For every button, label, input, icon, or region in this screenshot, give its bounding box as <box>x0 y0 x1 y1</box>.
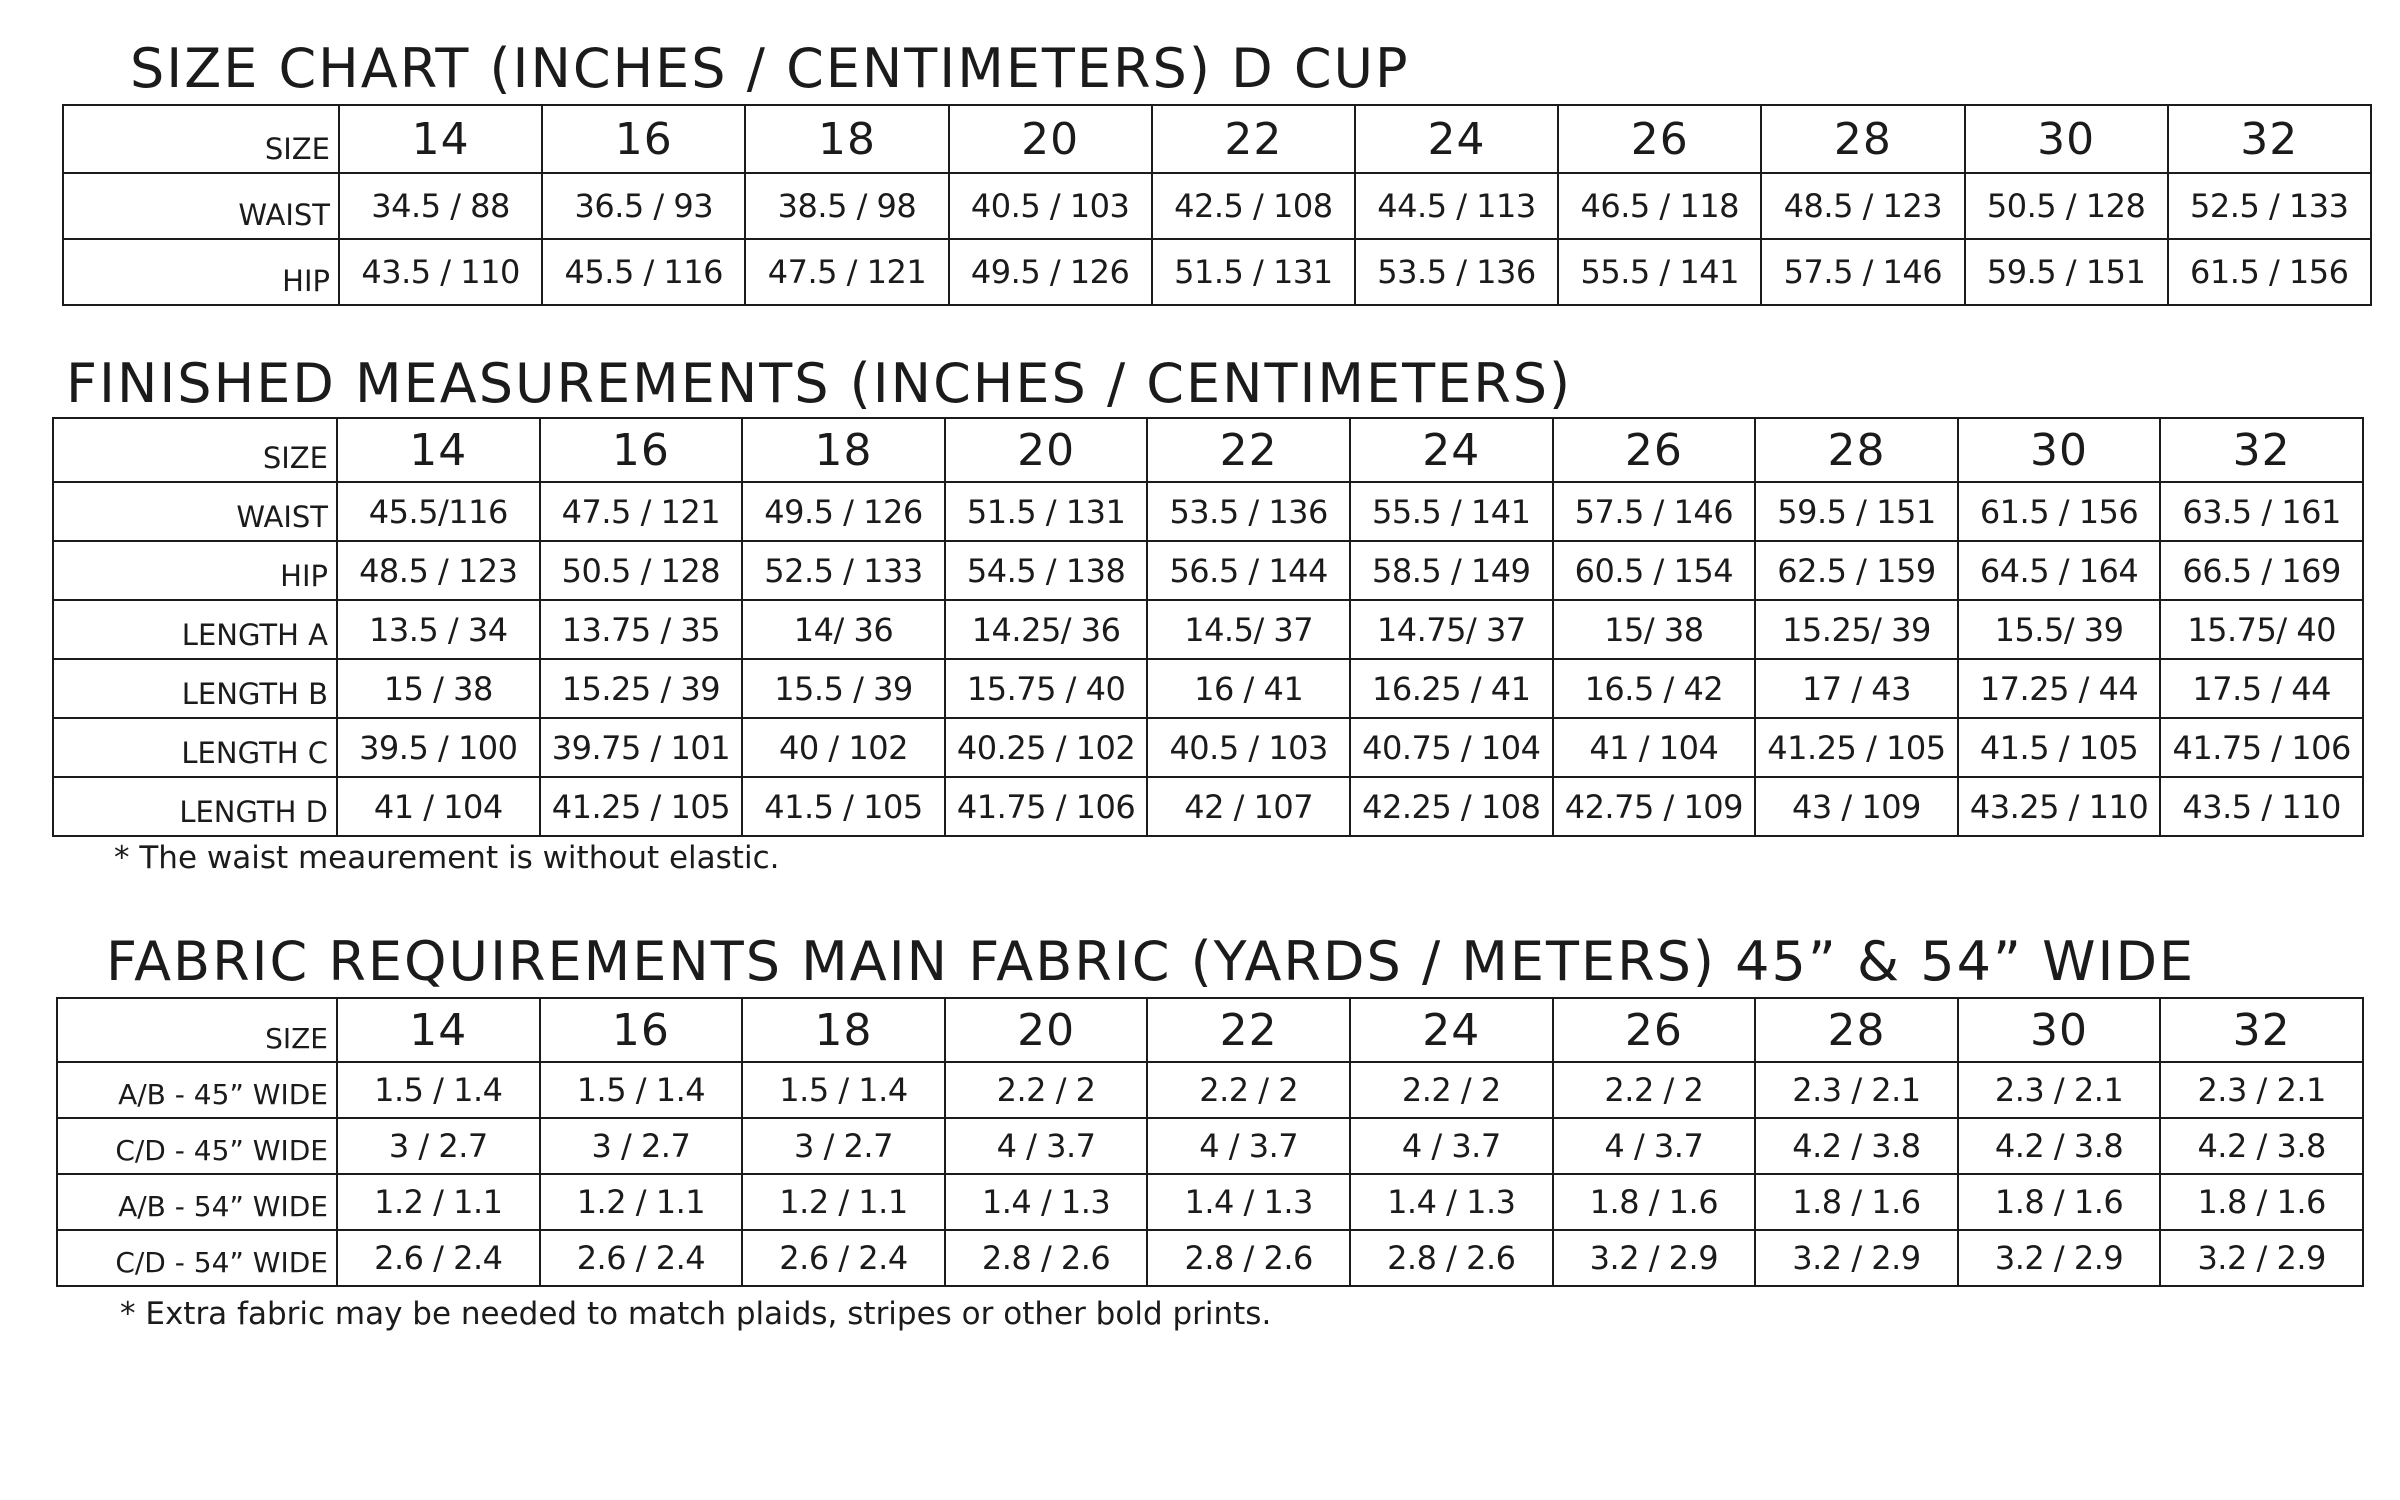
table-row <box>63 173 2371 239</box>
table-cell: 46.5 / 118 <box>1558 173 1761 239</box>
table-cell: 56.5 / 144 <box>1147 541 1350 600</box>
table-row <box>57 1174 2363 1230</box>
table-cell: 16.25 / 41 <box>1350 659 1553 718</box>
table-cell: 2.8 / 2.6 <box>945 1230 1148 1286</box>
size-cell: 26 <box>1553 418 1756 482</box>
table-cell: 2.8 / 2.6 <box>1350 1230 1553 1286</box>
size-cell: 18 <box>742 418 945 482</box>
size-cell: 22 <box>1152 105 1355 173</box>
size-cell: 20 <box>945 998 1148 1062</box>
table-cell: 43.25 / 110 <box>1958 777 2161 836</box>
table-cell: 66.5 / 169 <box>2160 541 2363 600</box>
table-cell: 16.5 / 42 <box>1553 659 1756 718</box>
table-cell: 64.5 / 164 <box>1958 541 2161 600</box>
table-cell: 41.75 / 106 <box>2160 718 2363 777</box>
size-chart-table <box>62 104 2372 306</box>
table-cell: 42 / 107 <box>1147 777 1350 836</box>
table-cell: 50.5 / 128 <box>1965 173 2168 239</box>
table-cell: 41 / 104 <box>337 777 540 836</box>
table-cell: 40 / 102 <box>742 718 945 777</box>
row-label: HIP <box>53 541 337 600</box>
table-cell: 4.2 / 3.8 <box>2160 1118 2363 1174</box>
row-label: A/B - 45” WIDE <box>57 1062 337 1118</box>
size-cell: 22 <box>1147 418 1350 482</box>
table-row <box>53 777 2363 836</box>
size-header-row <box>57 998 2363 1062</box>
row-label: WAIST <box>53 482 337 541</box>
table-cell: 3.2 / 2.9 <box>2160 1230 2363 1286</box>
table-cell: 41 / 104 <box>1553 718 1756 777</box>
fabric-requirements-title: FABRIC REQUIREMENTS MAIN FABRIC (YARDS / METERS) 45” & 54” WIDE <box>106 930 2196 993</box>
table-cell: 4.2 / 3.8 <box>1958 1118 2161 1174</box>
table-cell: 34.5 / 88 <box>339 173 542 239</box>
table-cell: 3 / 2.7 <box>337 1118 540 1174</box>
table-cell: 14/ 36 <box>742 600 945 659</box>
size-cell: 24 <box>1355 105 1558 173</box>
table-cell: 60.5 / 154 <box>1553 541 1756 600</box>
row-label: C/D - 54” WIDE <box>57 1230 337 1286</box>
table-cell: 3 / 2.7 <box>540 1118 743 1174</box>
row-label: LENGTH A <box>53 600 337 659</box>
table-cell: 2.6 / 2.4 <box>337 1230 540 1286</box>
table-cell: 50.5 / 128 <box>540 541 743 600</box>
table-cell: 1.4 / 1.3 <box>1147 1174 1350 1230</box>
table-cell: 53.5 / 136 <box>1355 239 1558 305</box>
finished-measurements-table <box>52 417 2364 837</box>
table-cell: 15.5 / 39 <box>742 659 945 718</box>
table-cell: 1.8 / 1.6 <box>1958 1174 2161 1230</box>
fabric-requirements-table <box>56 997 2364 1287</box>
table-cell: 2.3 / 2.1 <box>1755 1062 1958 1118</box>
row-label: SIZE <box>57 998 337 1062</box>
table-row <box>53 659 2363 718</box>
row-label: LENGTH D <box>53 777 337 836</box>
table-cell: 2.3 / 2.1 <box>1958 1062 2161 1118</box>
table-cell: 52.5 / 133 <box>742 541 945 600</box>
table-cell: 45.5/116 <box>337 482 540 541</box>
size-cell: 24 <box>1350 998 1553 1062</box>
table-cell: 61.5 / 156 <box>1958 482 2161 541</box>
row-label: C/D - 45” WIDE <box>57 1118 337 1174</box>
row-label: A/B - 54” WIDE <box>57 1174 337 1230</box>
row-label: LENGTH C <box>53 718 337 777</box>
table-cell: 2.2 / 2 <box>945 1062 1148 1118</box>
table-cell: 41.5 / 105 <box>1958 718 2161 777</box>
table-cell: 41.25 / 105 <box>1755 718 1958 777</box>
table-cell: 57.5 / 146 <box>1761 239 1964 305</box>
table-cell: 17.5 / 44 <box>2160 659 2363 718</box>
table-cell: 52.5 / 133 <box>2168 173 2371 239</box>
table-cell: 48.5 / 123 <box>1761 173 1964 239</box>
table-cell: 1.8 / 1.6 <box>2160 1174 2363 1230</box>
row-label: SIZE <box>63 105 339 173</box>
table-cell: 14.75/ 37 <box>1350 600 1553 659</box>
table-cell: 42.5 / 108 <box>1152 173 1355 239</box>
table-cell: 4.2 / 3.8 <box>1755 1118 1958 1174</box>
table-cell: 40.5 / 103 <box>949 173 1152 239</box>
row-label: HIP <box>63 239 339 305</box>
table-cell: 2.6 / 2.4 <box>742 1230 945 1286</box>
table-cell: 17.25 / 44 <box>1958 659 2161 718</box>
table-cell: 45.5 / 116 <box>542 239 745 305</box>
table-cell: 15.5/ 39 <box>1958 600 2161 659</box>
size-cell: 28 <box>1755 998 1958 1062</box>
table-cell: 2.2 / 2 <box>1147 1062 1350 1118</box>
table-cell: 48.5 / 123 <box>337 541 540 600</box>
size-cell: 16 <box>540 418 743 482</box>
size-cell: 24 <box>1350 418 1553 482</box>
table-cell: 2.2 / 2 <box>1350 1062 1553 1118</box>
size-cell: 14 <box>337 418 540 482</box>
table-cell: 40.25 / 102 <box>945 718 1148 777</box>
size-cell: 30 <box>1958 998 2161 1062</box>
table-cell: 39.75 / 101 <box>540 718 743 777</box>
size-cell: 22 <box>1147 998 1350 1062</box>
table-cell: 1.5 / 1.4 <box>540 1062 743 1118</box>
table-cell: 1.4 / 1.3 <box>1350 1174 1553 1230</box>
table-cell: 1.2 / 1.1 <box>337 1174 540 1230</box>
waist-elastic-note: * The waist meaurement is without elastic. <box>114 840 780 876</box>
table-cell: 4 / 3.7 <box>1147 1118 1350 1174</box>
size-cell: 20 <box>949 105 1152 173</box>
table-cell: 3 / 2.7 <box>742 1118 945 1174</box>
row-label: LENGTH B <box>53 659 337 718</box>
table-cell: 41.75 / 106 <box>945 777 1148 836</box>
size-cell: 28 <box>1755 418 1958 482</box>
table-cell: 51.5 / 131 <box>1152 239 1355 305</box>
table-cell: 36.5 / 93 <box>542 173 745 239</box>
table-cell: 2.6 / 2.4 <box>540 1230 743 1286</box>
table-cell: 62.5 / 159 <box>1755 541 1958 600</box>
size-cell: 16 <box>540 998 743 1062</box>
size-cell: 32 <box>2168 105 2371 173</box>
table-cell: 38.5 / 98 <box>745 173 948 239</box>
table-cell: 54.5 / 138 <box>945 541 1148 600</box>
table-row <box>53 600 2363 659</box>
table-cell: 3.2 / 2.9 <box>1553 1230 1756 1286</box>
table-cell: 17 / 43 <box>1755 659 1958 718</box>
table-cell: 47.5 / 121 <box>540 482 743 541</box>
table-cell: 55.5 / 141 <box>1558 239 1761 305</box>
table-cell: 13.5 / 34 <box>337 600 540 659</box>
table-cell: 43 / 109 <box>1755 777 1958 836</box>
size-cell: 30 <box>1965 105 2168 173</box>
table-cell: 14.25/ 36 <box>945 600 1148 659</box>
table-cell: 16 / 41 <box>1147 659 1350 718</box>
table-cell: 59.5 / 151 <box>1755 482 1958 541</box>
size-cell: 26 <box>1558 105 1761 173</box>
table-row <box>57 1230 2363 1286</box>
size-cell: 16 <box>542 105 745 173</box>
size-cell: 14 <box>337 998 540 1062</box>
table-cell: 15.75/ 40 <box>2160 600 2363 659</box>
table-cell: 1.8 / 1.6 <box>1755 1174 1958 1230</box>
table-cell: 40.75 / 104 <box>1350 718 1553 777</box>
table-row <box>63 239 2371 305</box>
table-row <box>53 541 2363 600</box>
table-cell: 43.5 / 110 <box>339 239 542 305</box>
row-label: WAIST <box>63 173 339 239</box>
table-cell: 57.5 / 146 <box>1553 482 1756 541</box>
table-cell: 2.2 / 2 <box>1553 1062 1756 1118</box>
size-chart-title: SIZE CHART (INCHES / CENTIMETERS) D CUP <box>130 37 1410 100</box>
size-cell: 14 <box>339 105 542 173</box>
table-cell: 44.5 / 113 <box>1355 173 1558 239</box>
table-cell: 49.5 / 126 <box>949 239 1152 305</box>
table-cell: 1.5 / 1.4 <box>337 1062 540 1118</box>
table-cell: 41.25 / 105 <box>540 777 743 836</box>
table-row <box>53 482 2363 541</box>
table-cell: 15.25/ 39 <box>1755 600 1958 659</box>
size-cell: 20 <box>945 418 1148 482</box>
size-header-row <box>63 105 2371 173</box>
table-cell: 42.75 / 109 <box>1553 777 1756 836</box>
table-row <box>53 718 2363 777</box>
size-cell: 18 <box>745 105 948 173</box>
table-cell: 4 / 3.7 <box>945 1118 1148 1174</box>
table-cell: 58.5 / 149 <box>1350 541 1553 600</box>
table-cell: 3.2 / 2.9 <box>1755 1230 1958 1286</box>
table-cell: 13.75 / 35 <box>540 600 743 659</box>
table-cell: 51.5 / 131 <box>945 482 1148 541</box>
table-cell: 1.2 / 1.1 <box>742 1174 945 1230</box>
table-cell: 1.8 / 1.6 <box>1553 1174 1756 1230</box>
table-cell: 1.4 / 1.3 <box>945 1174 1148 1230</box>
row-label: SIZE <box>53 418 337 482</box>
table-row <box>57 1118 2363 1174</box>
size-cell: 32 <box>2160 998 2363 1062</box>
table-cell: 15.25 / 39 <box>540 659 743 718</box>
table-cell: 39.5 / 100 <box>337 718 540 777</box>
table-cell: 63.5 / 161 <box>2160 482 2363 541</box>
table-row <box>57 1062 2363 1118</box>
size-cell: 18 <box>742 998 945 1062</box>
table-cell: 40.5 / 103 <box>1147 718 1350 777</box>
table-cell: 47.5 / 121 <box>745 239 948 305</box>
size-header-row <box>53 418 2363 482</box>
table-cell: 59.5 / 151 <box>1965 239 2168 305</box>
size-cell: 26 <box>1553 998 1756 1062</box>
table-cell: 3.2 / 2.9 <box>1958 1230 2161 1286</box>
size-cell: 30 <box>1958 418 2161 482</box>
table-cell: 1.2 / 1.1 <box>540 1174 743 1230</box>
table-cell: 15 / 38 <box>337 659 540 718</box>
table-cell: 4 / 3.7 <box>1350 1118 1553 1174</box>
table-cell: 49.5 / 126 <box>742 482 945 541</box>
table-cell: 53.5 / 136 <box>1147 482 1350 541</box>
size-cell: 28 <box>1761 105 1964 173</box>
size-cell: 32 <box>2160 418 2363 482</box>
table-cell: 4 / 3.7 <box>1553 1118 1756 1174</box>
table-cell: 14.5/ 37 <box>1147 600 1350 659</box>
extra-fabric-note: * Extra fabric may be needed to match plaids, stripes or other bold prints. <box>120 1296 1272 1332</box>
table-cell: 61.5 / 156 <box>2168 239 2371 305</box>
table-cell: 15.75 / 40 <box>945 659 1148 718</box>
table-cell: 15/ 38 <box>1553 600 1756 659</box>
table-cell: 43.5 / 110 <box>2160 777 2363 836</box>
table-cell: 55.5 / 141 <box>1350 482 1553 541</box>
table-cell: 1.5 / 1.4 <box>742 1062 945 1118</box>
table-cell: 42.25 / 108 <box>1350 777 1553 836</box>
table-cell: 2.8 / 2.6 <box>1147 1230 1350 1286</box>
finished-measurements-title: FINISHED MEASUREMENTS (INCHES / CENTIMETERS) <box>66 352 1573 415</box>
table-cell: 41.5 / 105 <box>742 777 945 836</box>
table-cell: 2.3 / 2.1 <box>2160 1062 2363 1118</box>
